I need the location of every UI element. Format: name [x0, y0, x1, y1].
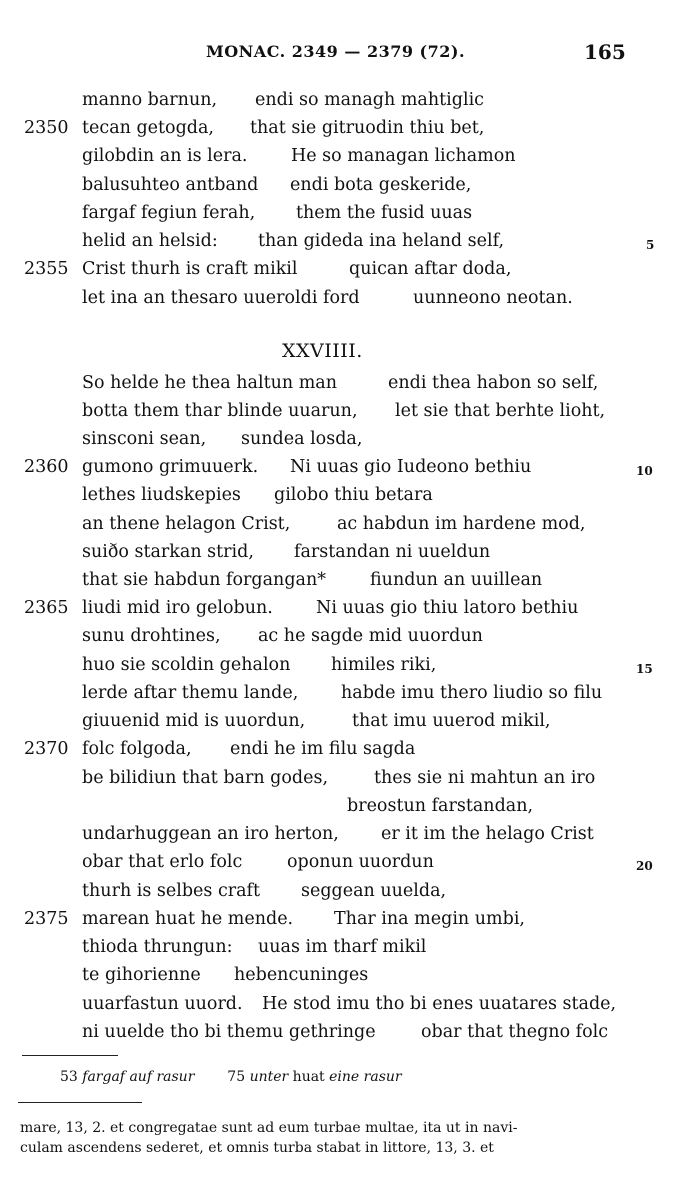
verse-half-a: sinsconi sean,	[82, 429, 207, 449]
line-number: 2370	[24, 739, 69, 759]
verse-half-b: habde imu thero liudio so filu	[341, 683, 603, 703]
verse-half-b: endi bota geskeride,	[290, 175, 472, 195]
verse-half-b: that sie gitruodin thiu bet,	[250, 118, 485, 138]
margin-number: 15	[636, 662, 653, 676]
verse-half-a: obar that erlo folc	[82, 852, 243, 872]
verse-half-b: fiundun an uuillean	[370, 570, 543, 590]
verse-half-a: uuarfastun uuord.	[82, 994, 243, 1014]
footnote-line: culam ascendens sederet, et omnis turba stabat in littore, 13, 3. et	[20, 1140, 494, 1156]
verse-half-a: marean huat he mende.	[82, 909, 294, 929]
verse-half-b: them the fusid uuas	[296, 203, 473, 223]
line-number: 2350	[24, 118, 69, 138]
verse-half-a: thioda thrungun:	[82, 937, 233, 957]
line-number: 2365	[24, 598, 69, 618]
verse-half-b: He so managan lichamon	[291, 146, 516, 166]
verse-half-b: farstandan ni uueldun	[294, 542, 491, 562]
verse-half-b: uunneono neotan.	[413, 288, 573, 308]
line-number: 2375	[24, 909, 69, 929]
verse-half-a: undarhuggean an iro herton,	[82, 824, 339, 844]
verse-half-a: ni uuelde tho bi themu gethringe	[82, 1022, 376, 1042]
verse-half-b: ac habdun im hardene mod,	[337, 514, 586, 534]
verse-half-b: himiles riki,	[331, 655, 437, 675]
margin-number: 10	[636, 464, 653, 478]
line-number: 2355	[24, 259, 69, 279]
line-number: 2360	[24, 457, 69, 477]
verse-half-a: te gihorienne	[82, 965, 201, 985]
footnote-rule	[18, 1102, 142, 1103]
verse-half-a: giuuenid mid is uuordun,	[82, 711, 306, 731]
margin-number: 20	[636, 859, 653, 873]
page-number: 165	[584, 40, 626, 64]
verse-half-a: Crist thurh is craft mikil	[82, 259, 298, 279]
verse-half-b: uuas im tharf mikil	[258, 937, 427, 957]
verse-half-a: balusuhteo antband	[82, 175, 259, 195]
verse-half-b: endi thea habon so self,	[388, 373, 599, 393]
verse-half-a: tecan getogda,	[82, 118, 214, 138]
verse-half-b: seggean uuelda,	[301, 881, 447, 901]
apparatus-rule	[22, 1055, 118, 1056]
verse-half-b: thes sie ni mahtun an iro	[374, 768, 596, 788]
verse-half-b: endi so managh mahtiglic	[255, 90, 484, 110]
verse-half-a: be bilidiun that barn godes,	[82, 768, 329, 788]
verse-continuation: breostun farstandan,	[347, 796, 534, 816]
verse-half-b: Ni uuas gio Iudeono bethiu	[290, 457, 532, 477]
verse-half-a: botta them thar blinde uuarun,	[82, 401, 358, 421]
footnote-line: mare, 13, 2. et congregatae sunt ad eum turbae multae, ita ut in navi-	[20, 1120, 518, 1136]
apparatus-note: 53 fargaf auf rasur 75 unter huat eine rasur	[60, 1069, 402, 1085]
verse-half-a: liudi mid iro gelobun.	[82, 598, 273, 618]
verse-half-b: ac he sagde mid uuordun	[258, 626, 483, 646]
verse-half-a: gumono grimuuerk.	[82, 457, 259, 477]
verse-half-b: than gideda ina heland self,	[258, 231, 505, 251]
verse-half-b: Thar ina megin umbi,	[334, 909, 525, 929]
verse-half-b: endi he im filu sagda	[230, 739, 416, 759]
verse-half-b: Ni uuas gio thiu latoro bethiu	[316, 598, 579, 618]
verse-half-b: oponun uuordun	[287, 852, 434, 872]
verse-half-a: manno barnun,	[82, 90, 218, 110]
verse-half-a: let ina an thesaro uueroldi ford	[82, 288, 360, 308]
verse-half-a: an thene helagon Crist,	[82, 514, 291, 534]
verse-half-b: hebencuninges	[234, 965, 369, 985]
running-title: MONAC. 2349 — 2379 (72).	[206, 42, 466, 61]
verse-half-a: helid an helsid:	[82, 231, 218, 251]
verse-half-a: folc folgoda,	[82, 739, 192, 759]
verse-half-a: gilobdin an is lera.	[82, 146, 248, 166]
verse-half-b: He stod imu tho bi enes uuatares stade,	[262, 994, 617, 1014]
verse-half-a: lethes liudskepies	[82, 485, 241, 505]
verse-half-a: sunu drohtines,	[82, 626, 221, 646]
verse-half-a: So helde he thea haltun man	[82, 373, 338, 393]
verse-half-b: quican aftar doda,	[349, 259, 512, 279]
verse-half-b: sundea losda,	[241, 429, 363, 449]
verse-half-a: that sie habdun forgangan*	[82, 570, 326, 590]
verse-half-b: obar that thegno folc	[421, 1022, 609, 1042]
verse-half-a: suiðo starkan strid,	[82, 542, 254, 562]
verse-half-b: er it im the helago Crist	[381, 824, 594, 844]
verse-half-a: huo sie scoldin gehalon	[82, 655, 291, 675]
margin-number: 5	[646, 238, 655, 252]
verse-half-b: let sie that berhte lioht,	[395, 401, 606, 421]
verse-half-b: gilobo thiu betara	[274, 485, 433, 505]
section-heading: XXVIIII.	[282, 340, 363, 362]
verse-half-a: fargaf fegiun ferah,	[82, 203, 256, 223]
verse-half-a: thurh is selbes craft	[82, 881, 261, 901]
verse-half-a: lerde aftar themu lande,	[82, 683, 299, 703]
verse-half-b: that imu uuerod mikil,	[352, 711, 551, 731]
